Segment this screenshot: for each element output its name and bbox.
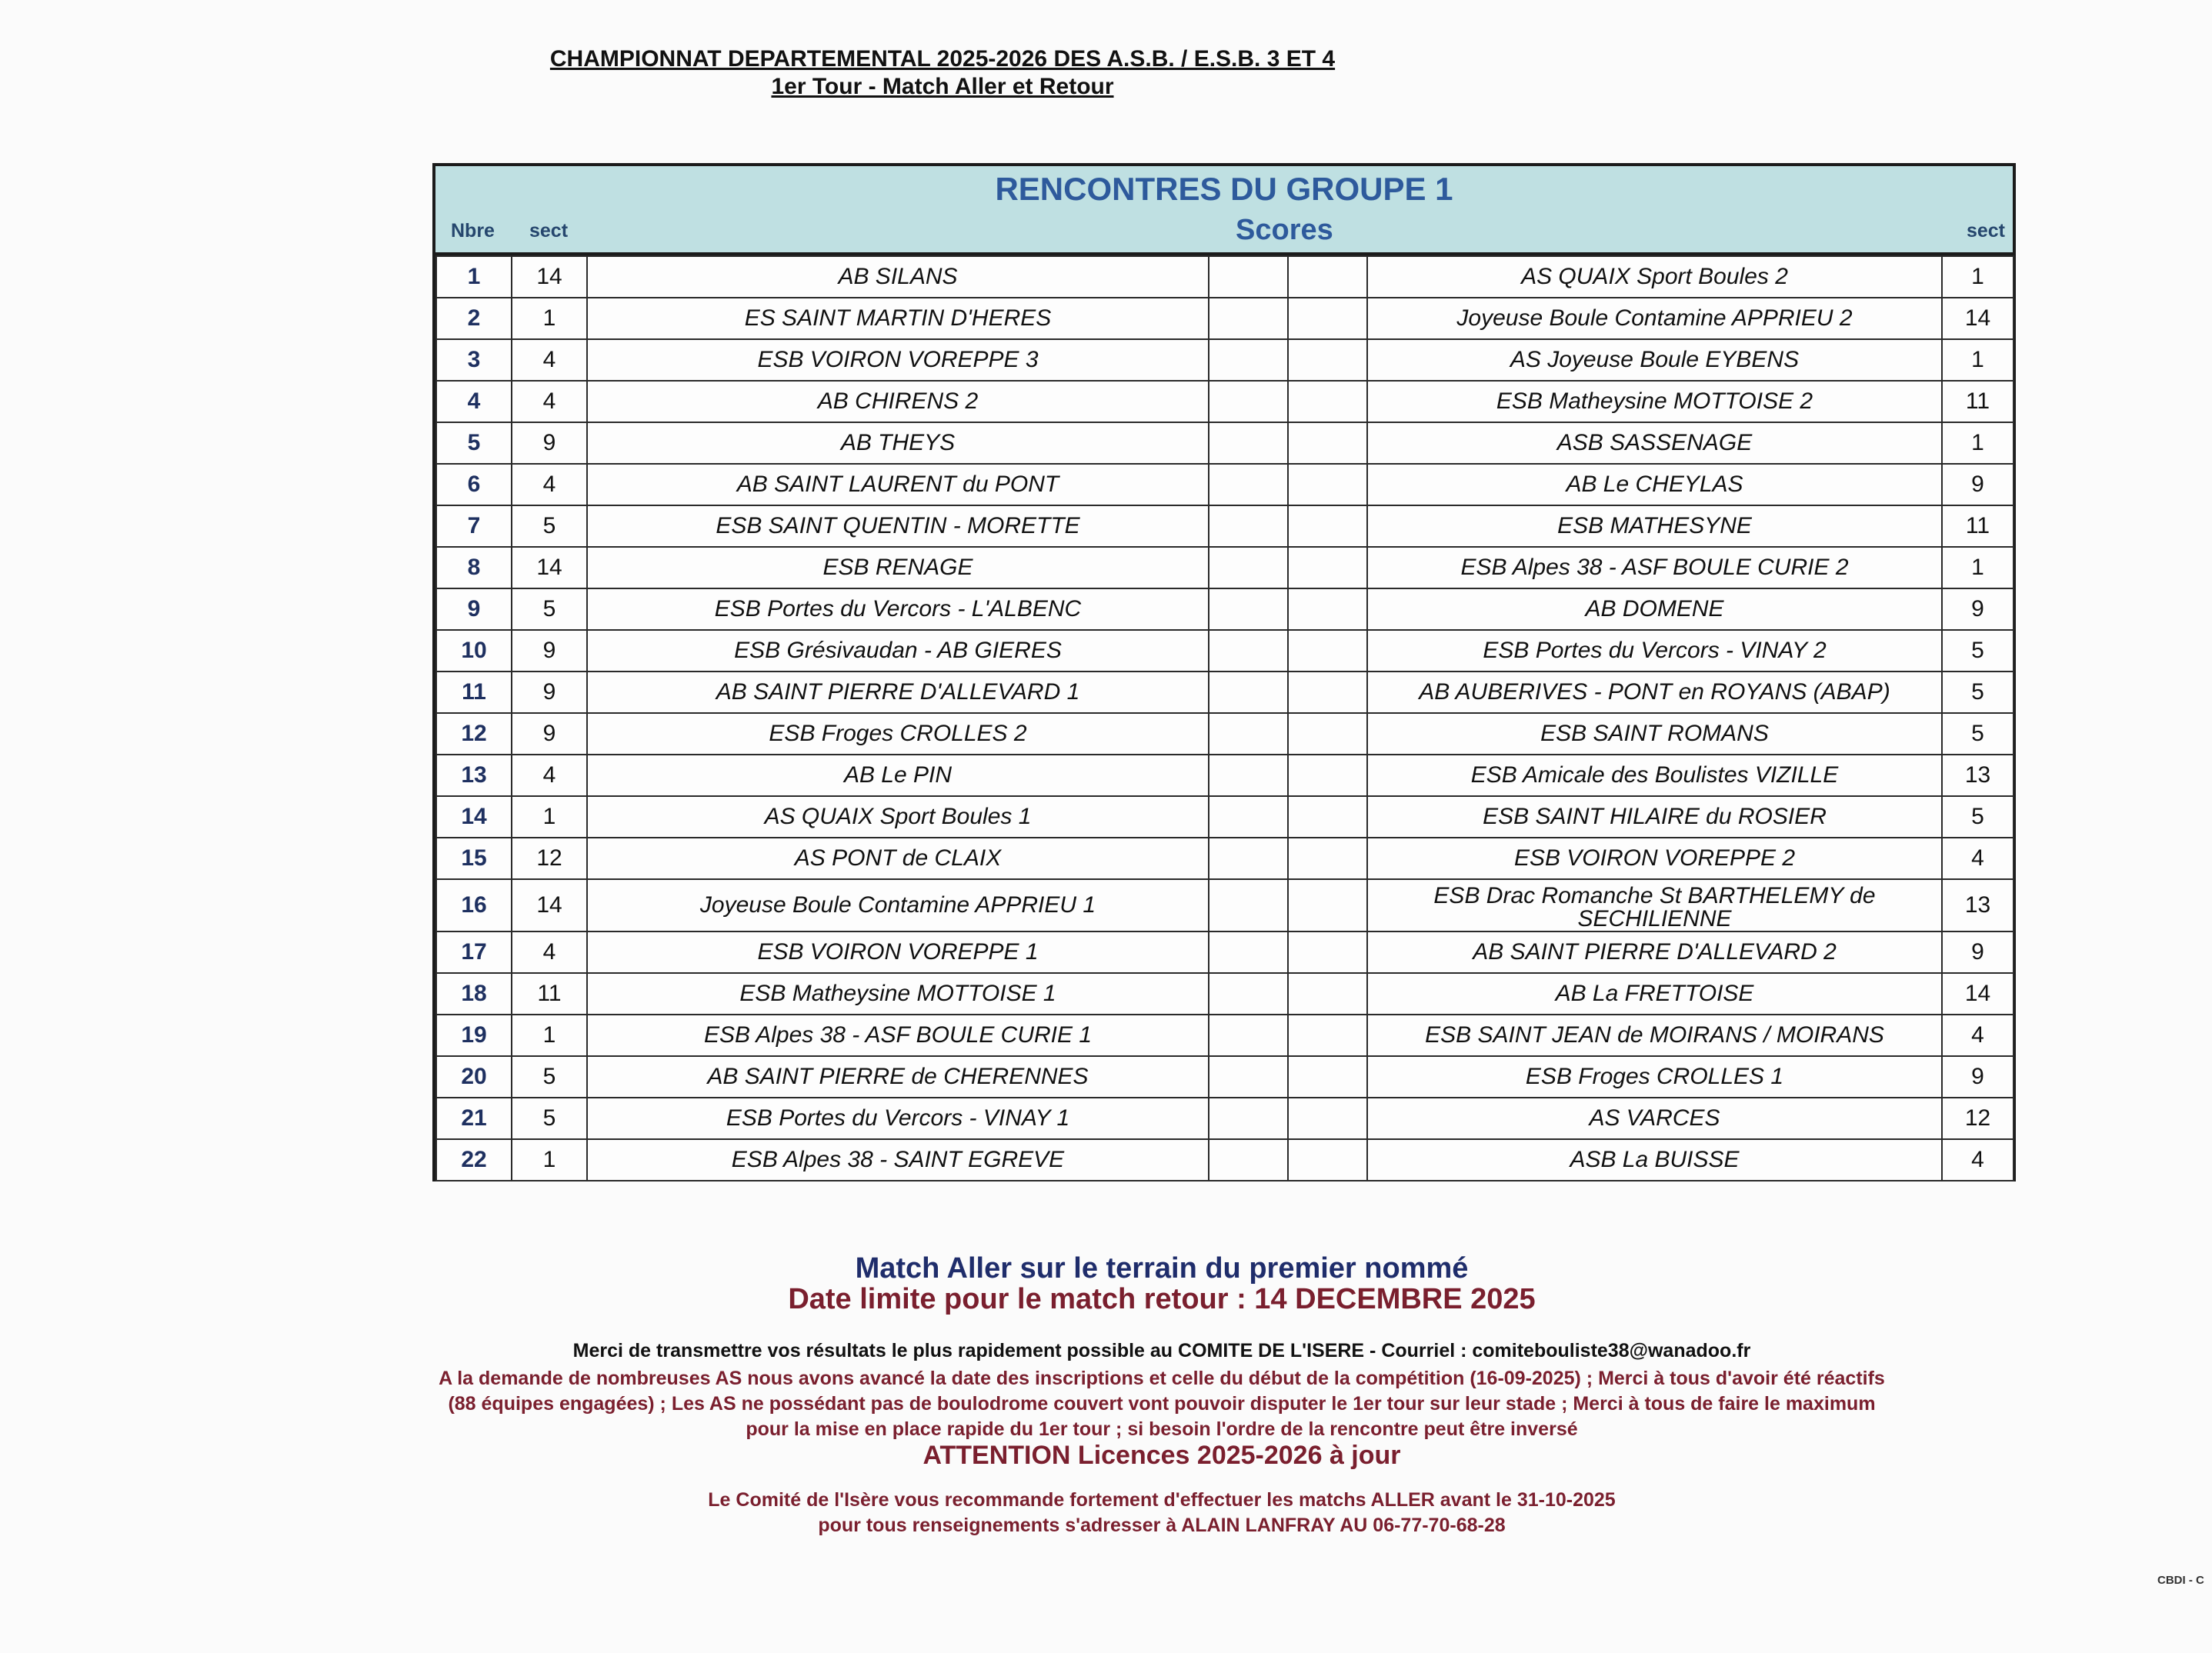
team-home: ES SAINT MARTIN D'HERES — [587, 298, 1209, 339]
score-home-cell — [1209, 973, 1288, 1015]
sect-home: 5 — [512, 505, 587, 547]
table-row — [436, 256, 2013, 298]
sect-home: 1 — [512, 298, 587, 339]
score-home-cell — [1209, 630, 1288, 672]
sect-home: 9 — [512, 713, 587, 755]
footer-stamp: CBDI - C — [2157, 1574, 2204, 1587]
sect-away: 9 — [1942, 931, 2013, 973]
sect-home: 4 — [512, 381, 587, 422]
score-away-cell — [1288, 755, 1367, 796]
score-away-cell — [1288, 547, 1367, 588]
sect-away: 12 — [1942, 1098, 2013, 1139]
col-header-scores: Scores — [1236, 214, 1333, 246]
score-away-cell — [1288, 298, 1367, 339]
col-header-sect-right: sect — [1966, 220, 2005, 242]
team-away: ASB SASSENAGE — [1367, 422, 1942, 464]
team-home: ESB VOIRON VOREPPE 3 — [587, 339, 1209, 381]
table-row — [436, 672, 2013, 713]
table-row — [436, 381, 2013, 422]
score-away-cell — [1288, 588, 1367, 630]
sect-home: 9 — [512, 422, 587, 464]
sect-away: 5 — [1942, 672, 2013, 713]
score-away-cell — [1288, 256, 1367, 298]
sect-home: 4 — [512, 755, 587, 796]
team-home: ESB RENAGE — [587, 547, 1209, 588]
team-home: AS QUAIX Sport Boules 1 — [587, 796, 1209, 838]
table-row — [436, 630, 2013, 672]
score-home-cell — [1209, 755, 1288, 796]
score-home-cell — [1209, 879, 1288, 931]
team-home: AB SILANS — [587, 256, 1209, 298]
note-attention: ATTENTION Licences 2025-2026 à jour — [923, 1441, 1401, 1470]
score-home-cell — [1209, 588, 1288, 630]
match-number: 21 — [436, 1098, 512, 1139]
group-title: RENCONTRES DU GROUPE 1 — [995, 171, 1453, 207]
table-row — [436, 339, 2013, 381]
score-home-cell — [1209, 381, 1288, 422]
table-row — [436, 547, 2013, 588]
sect-home: 1 — [512, 1015, 587, 1056]
sect-home: 11 — [512, 973, 587, 1015]
match-number: 15 — [436, 838, 512, 879]
sect-home: 4 — [512, 931, 587, 973]
sect-away: 1 — [1942, 256, 2013, 298]
team-home: AB Le PIN — [587, 755, 1209, 796]
team-home: ESB Portes du Vercors - VINAY 1 — [587, 1098, 1209, 1139]
note-demande-line-2: (88 équipes engagées) ; Les AS ne possédant pas de boulodrome couvert vont pouvoir disputer le 1er tour sur leur stade ; Merci à tous de faire le maximum — [448, 1393, 1876, 1415]
score-home-cell — [1209, 1098, 1288, 1139]
team-away: ESB SAINT HILAIRE du ROSIER — [1367, 796, 1942, 838]
match-number: 7 — [436, 505, 512, 547]
score-away-cell — [1288, 931, 1367, 973]
table-row — [436, 755, 2013, 796]
score-away-cell — [1288, 422, 1367, 464]
team-away: ESB Amicale des Boulistes VIZILLE — [1367, 755, 1942, 796]
score-away-cell — [1288, 464, 1367, 505]
table-row — [436, 505, 2013, 547]
match-number: 22 — [436, 1139, 512, 1181]
sect-away: 11 — [1942, 381, 2013, 422]
match-number: 2 — [436, 298, 512, 339]
sect-away: 9 — [1942, 1056, 2013, 1098]
match-number: 14 — [436, 796, 512, 838]
score-home-cell — [1209, 505, 1288, 547]
score-home-cell — [1209, 1015, 1288, 1056]
table-row — [436, 931, 2013, 973]
team-home: AB THEYS — [587, 422, 1209, 464]
sect-home: 14 — [512, 256, 587, 298]
match-number: 10 — [436, 630, 512, 672]
score-away-cell — [1288, 973, 1367, 1015]
team-away: ESB Alpes 38 - ASF BOULE CURIE 2 — [1367, 547, 1942, 588]
sect-home: 14 — [512, 547, 587, 588]
note-comite-line-2: pour tous renseignements s'adresser à ALAIN LANFRAY AU 06-77-70-68-28 — [818, 1515, 1506, 1536]
team-away: ESB Drac Romanche St BARTHELEMY de SECHILIENNE — [1367, 879, 1942, 931]
team-away: AB La FRETTOISE — [1367, 973, 1942, 1015]
score-away-cell — [1288, 630, 1367, 672]
match-number: 3 — [436, 339, 512, 381]
score-away-cell — [1288, 339, 1367, 381]
note-date-limite: Date limite pour le match retour : 14 DECEMBRE 2025 — [788, 1283, 1536, 1315]
score-away-cell — [1288, 1056, 1367, 1098]
team-home: ESB Portes du Vercors - L'ALBENC — [587, 588, 1209, 630]
note-demande-line-3: pour la mise en place rapide du 1er tour ; si besoin l'ordre de la rencontre peut être inversé — [746, 1418, 1578, 1440]
table-row — [436, 1098, 2013, 1139]
team-home: ESB Alpes 38 - SAINT EGREVE — [587, 1139, 1209, 1181]
sect-away: 1 — [1942, 422, 2013, 464]
score-away-cell — [1288, 505, 1367, 547]
table-row — [436, 588, 2013, 630]
sect-away: 1 — [1942, 547, 2013, 588]
score-home-cell — [1209, 422, 1288, 464]
matches-body — [436, 256, 2013, 1181]
sect-away: 13 — [1942, 755, 2013, 796]
team-home: ESB SAINT QUENTIN - MORETTE — [587, 505, 1209, 547]
match-number: 5 — [436, 422, 512, 464]
team-away: ESB SAINT ROMANS — [1367, 713, 1942, 755]
match-number: 18 — [436, 973, 512, 1015]
score-away-cell — [1288, 381, 1367, 422]
score-home-cell — [1209, 256, 1288, 298]
sect-away: 9 — [1942, 588, 2013, 630]
sect-away: 4 — [1942, 1015, 2013, 1056]
match-number: 9 — [436, 588, 512, 630]
score-home-cell — [1209, 339, 1288, 381]
document-title: CHAMPIONNAT DEPARTEMENTAL 2025-2026 DES A.S.B. / E.S.B. 3 ET 4 — [549, 46, 1336, 72]
sect-home: 14 — [512, 879, 587, 931]
note-demande-line-1: A la demande de nombreuses AS nous avons avancé la date des inscriptions et celle du début de la compétition (16-09-2025) ; Merci à tous d'avoir été réactifs — [439, 1368, 1885, 1389]
score-home-cell — [1209, 1056, 1288, 1098]
match-number: 13 — [436, 755, 512, 796]
note-comite-line-1: Le Comité de l'Isère vous recommande fortement d'effectuer les matchs ALLER avant le 31-10-2025 — [708, 1489, 1616, 1511]
score-home-cell — [1209, 298, 1288, 339]
team-home: Joyeuse Boule Contamine APPRIEU 1 — [587, 879, 1209, 931]
sect-away: 4 — [1942, 1139, 2013, 1181]
sect-away: 9 — [1942, 464, 2013, 505]
sect-away: 13 — [1942, 879, 2013, 931]
table-row — [436, 1139, 2013, 1181]
team-away: ASB La BUISSE — [1367, 1139, 1942, 1181]
table-row — [436, 298, 2013, 339]
score-home-cell — [1209, 713, 1288, 755]
team-away: AB DOMENE — [1367, 588, 1942, 630]
note-demande — [0, 1366, 2212, 1442]
match-number: 16 — [436, 879, 512, 931]
table-header — [435, 166, 2013, 255]
team-home: AB CHIRENS 2 — [587, 381, 1209, 422]
score-away-cell — [1288, 1139, 1367, 1181]
team-away: AS VARCES — [1367, 1098, 1942, 1139]
table-row — [436, 422, 2013, 464]
score-home-cell — [1209, 547, 1288, 588]
team-home: ESB Grésivaudan - AB GIERES — [587, 630, 1209, 672]
sect-away: 14 — [1942, 298, 2013, 339]
team-away: AB AUBERIVES - PONT en ROYANS (ABAP) — [1367, 672, 1942, 713]
score-home-cell — [1209, 931, 1288, 973]
sect-home: 4 — [512, 339, 587, 381]
table-row — [436, 1056, 2013, 1098]
match-number: 1 — [436, 256, 512, 298]
table-row — [436, 713, 2013, 755]
score-away-cell — [1288, 1015, 1367, 1056]
note-comite — [0, 1488, 2212, 1538]
score-home-cell — [1209, 672, 1288, 713]
score-home-cell — [1209, 796, 1288, 838]
team-home: AB SAINT PIERRE de CHERENNES — [587, 1056, 1209, 1098]
sect-home: 9 — [512, 672, 587, 713]
col-header-nbre: Nbre — [451, 220, 495, 242]
team-away: AS Joyeuse Boule EYBENS — [1367, 339, 1942, 381]
score-away-cell — [1288, 1098, 1367, 1139]
match-number: 6 — [436, 464, 512, 505]
team-home: ESB Alpes 38 - ASF BOULE CURIE 1 — [587, 1015, 1209, 1056]
table-row — [436, 464, 2013, 505]
score-away-cell — [1288, 713, 1367, 755]
team-away: ESB Froges CROLLES 1 — [1367, 1056, 1942, 1098]
sect-home: 1 — [512, 1139, 587, 1181]
team-away: ESB MATHESYNE — [1367, 505, 1942, 547]
matches-grid — [435, 255, 2014, 1181]
team-away: ESB SAINT JEAN de MOIRANS / MOIRANS — [1367, 1015, 1942, 1056]
sect-away: 5 — [1942, 796, 2013, 838]
match-number: 11 — [436, 672, 512, 713]
col-header-sect-left: sect — [529, 220, 569, 242]
team-home: AB SAINT PIERRE D'ALLEVARD 1 — [587, 672, 1209, 713]
score-away-cell — [1288, 838, 1367, 879]
score-home-cell — [1209, 1139, 1288, 1181]
sect-away: 11 — [1942, 505, 2013, 547]
note-merci: Merci de transmettre vos résultats le plus rapidement possible au COMITE DE L'ISERE - Courriel : comitebouliste38@wanadoo.fr — [572, 1340, 1751, 1361]
sect-away: 1 — [1942, 339, 2013, 381]
match-number: 17 — [436, 931, 512, 973]
sect-home: 1 — [512, 796, 587, 838]
table-row — [436, 838, 2013, 879]
sect-away: 5 — [1942, 630, 2013, 672]
sect-home: 12 — [512, 838, 587, 879]
sect-away: 5 — [1942, 713, 2013, 755]
table-row — [436, 1015, 2013, 1056]
sect-home: 5 — [512, 1056, 587, 1098]
team-away: ESB Matheysine MOTTOISE 2 — [1367, 381, 1942, 422]
match-number: 8 — [436, 547, 512, 588]
sect-home: 9 — [512, 630, 587, 672]
score-away-cell — [1288, 796, 1367, 838]
score-away-cell — [1288, 879, 1367, 931]
score-home-cell — [1209, 464, 1288, 505]
team-home: ESB Froges CROLLES 2 — [587, 713, 1209, 755]
team-home: AS PONT de CLAIX — [587, 838, 1209, 879]
sect-away: 14 — [1942, 973, 2013, 1015]
sect-away: 4 — [1942, 838, 2013, 879]
team-home: ESB Matheysine MOTTOISE 1 — [587, 973, 1209, 1015]
score-home-cell — [1209, 838, 1288, 879]
team-away: Joyeuse Boule Contamine APPRIEU 2 — [1367, 298, 1942, 339]
score-away-cell — [1288, 672, 1367, 713]
team-away: ESB Portes du Vercors - VINAY 2 — [1367, 630, 1942, 672]
team-away: ESB VOIRON VOREPPE 2 — [1367, 838, 1942, 879]
match-number: 19 — [436, 1015, 512, 1056]
team-home: ESB VOIRON VOREPPE 1 — [587, 931, 1209, 973]
table-row — [436, 973, 2013, 1015]
match-number: 12 — [436, 713, 512, 755]
matches-table — [432, 163, 2016, 1181]
team-home: AB SAINT LAURENT du PONT — [587, 464, 1209, 505]
document-subtitle: 1er Tour - Match Aller et Retour — [771, 74, 1114, 99]
match-number: 20 — [436, 1056, 512, 1098]
sect-home: 5 — [512, 1098, 587, 1139]
team-away: AB SAINT PIERRE D'ALLEVARD 2 — [1367, 931, 1942, 973]
sect-home: 4 — [512, 464, 587, 505]
match-number: 4 — [436, 381, 512, 422]
sect-home: 5 — [512, 588, 587, 630]
note-match-aller: Match Aller sur le terrain du premier nommé — [855, 1252, 1469, 1285]
team-away: AS QUAIX Sport Boules 2 — [1367, 256, 1942, 298]
table-row — [436, 879, 2013, 931]
table-row — [436, 796, 2013, 838]
team-away: AB Le CHEYLAS — [1367, 464, 1942, 505]
